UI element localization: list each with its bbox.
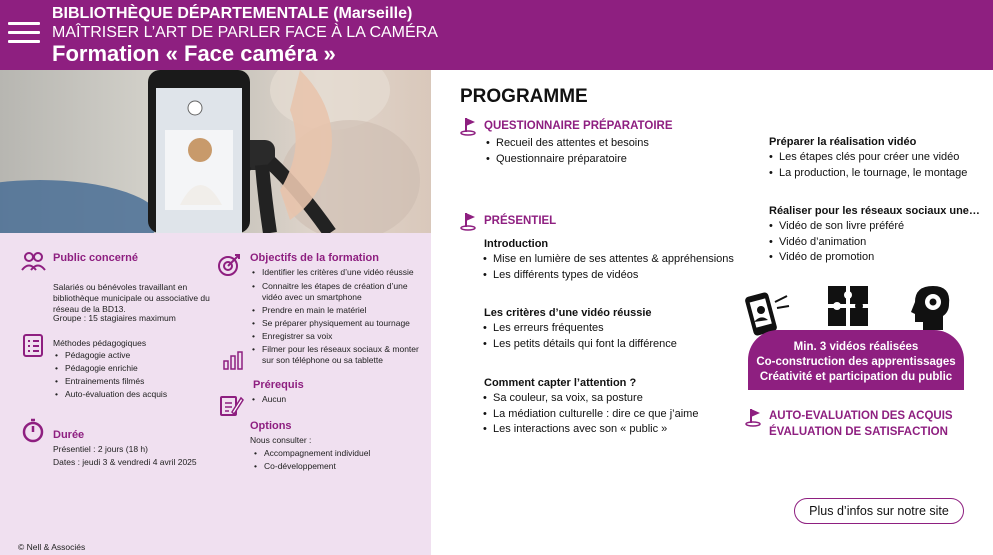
list-item: • Les étapes clés pour créer une vidéo: [769, 150, 967, 166]
list-item: • Filmer pour les réseaux sociaux & monter sur son téléphone ou sa tablette: [251, 344, 426, 366]
public-text: Salariés ou bénévoles travaillant en bibliothèque municipale ou associative du réseau de la BD13.: [53, 282, 210, 314]
list-item: • Recueil des attentes et besoins: [486, 136, 649, 152]
head-gears-icon: [907, 282, 955, 334]
options-title: Options: [250, 420, 292, 432]
people-icon: [20, 248, 46, 274]
attention-list: [483, 391, 698, 438]
list-item: • La médiation culturelle : dire ce que j’aime: [483, 407, 698, 423]
list-item: • Sa couleur, sa voix, sa posture: [483, 391, 698, 407]
prerequis-list: [251, 394, 286, 405]
list-item: • Se préparer physiquement au tournage: [251, 318, 426, 329]
list-item: • Enregistrer sa voix: [251, 331, 426, 342]
list-item: • Co-développement: [253, 461, 370, 472]
bar-chart-icon: [222, 350, 244, 370]
objectifs-list: [251, 267, 426, 366]
puzzle-icon: [825, 283, 871, 329]
header-banner: [0, 0, 993, 70]
target-icon: [216, 252, 242, 278]
public-groupe: Groupe : 15 stagiaires maximum: [53, 313, 176, 323]
preparer-list: [769, 150, 967, 181]
menu-icon[interactable]: [8, 22, 40, 42]
list-item: • Mise en lumière de ses attentes & appréhensions: [483, 252, 734, 268]
stopwatch-icon: [20, 417, 46, 443]
programme-title: PROGRAMME: [460, 86, 588, 107]
badge-line1: Min. 3 vidéos réalisées: [793, 341, 919, 353]
list-item: • Vidéo de son livre préféré: [769, 219, 904, 235]
list-item: • Les différents types de vidéos: [483, 268, 734, 284]
realiser-list: [769, 219, 904, 266]
methodes-list: [54, 350, 214, 402]
header-title-line2: MAÎTRISER L’ART DE PARLER FACE À LA CAMÉRA: [52, 24, 438, 41]
introduction-title: Introduction: [484, 238, 549, 250]
duree-dates: Dates : jeudi 3 & vendredi 4 avril 2025: [53, 457, 197, 467]
evaluation-line1: AUTO-EVALUATION DES ACQUIS: [769, 410, 953, 422]
attention-title: Comment capter l’attention ?: [484, 377, 637, 389]
photo-smartphone-tripod: [0, 70, 431, 233]
document-pen-icon: [218, 392, 244, 418]
duree-presentiel: Présentiel : 2 jours (18 h): [53, 444, 148, 454]
list-item: • Les erreurs fréquentes: [483, 321, 677, 337]
list-item: • Vidéo d’animation: [769, 235, 904, 251]
evaluation-line2: ÉVALUATION DE SATISFACTION: [769, 426, 948, 438]
list-item: • Aucun: [251, 394, 286, 405]
list-item: • Prendre en main le matériel: [251, 305, 426, 316]
options-list: [253, 448, 370, 474]
list-item: • Questionnaire préparatoire: [486, 152, 649, 168]
list-item: • Pédagogie enrichie: [54, 363, 214, 374]
list-item: • Pédagogie active: [54, 350, 214, 361]
objectifs-title: Objectifs de la formation: [250, 252, 379, 264]
questionnaire-list: [486, 136, 649, 167]
preparer-title: Préparer la réalisation vidéo: [769, 136, 917, 148]
golf-flag-icon: [460, 211, 478, 231]
list-item: • Vidéo de promotion: [769, 250, 904, 266]
videos-badge: [748, 330, 964, 390]
header-title-line1: BIBLIOTHÈQUE DÉPARTEMENTALE (Marseille): [52, 5, 413, 22]
golf-flag-icon: [460, 116, 478, 136]
list-item: • Identifier les critères d’une vidéo réussie: [251, 267, 426, 278]
realiser-title: Réaliser pour les réseaux sociaux une…: [769, 205, 980, 217]
list-item: • Les petits détails qui font la différence: [483, 337, 677, 353]
criteres-title: Les critères d’une vidéo réussie: [484, 307, 652, 319]
copyright: © Nell & Associés: [18, 542, 86, 552]
list-item: • Les interactions avec son « public »: [483, 422, 698, 438]
badge-line3: Créativité et participation du public: [759, 371, 953, 383]
header-title-line3: Formation « Face caméra »: [52, 41, 336, 66]
methodes-title: Méthodes pédagogiques: [53, 338, 147, 348]
more-info-button[interactable]: Plus d’infos sur notre site: [794, 498, 964, 524]
introduction-list: [483, 252, 734, 283]
golf-flag-icon: [745, 407, 763, 427]
list-item: • Connaitre les étapes de création d’une vidéo avec un smartphone: [251, 281, 426, 303]
checklist-icon: [20, 332, 46, 358]
list-item: • La production, le tournage, le montage: [769, 166, 967, 182]
questionnaire-title: QUESTIONNAIRE PRÉPARATOIRE: [484, 120, 673, 132]
duree-title: Durée: [53, 429, 85, 441]
list-item: • Auto-évaluation des acquis: [54, 389, 214, 400]
options-intro: Nous consulter :: [250, 435, 312, 445]
list-item: • Entrainements filmés: [54, 376, 214, 387]
prerequis-title: Prérequis: [253, 379, 304, 391]
badge-line2: Co-construction des apprentissages: [756, 356, 956, 368]
criteres-list: [483, 321, 677, 352]
public-title: Public concerné: [53, 252, 138, 264]
list-item: • Accompagnement individuel: [253, 448, 370, 459]
presentiel-title: PRÉSENTIEL: [484, 215, 557, 227]
